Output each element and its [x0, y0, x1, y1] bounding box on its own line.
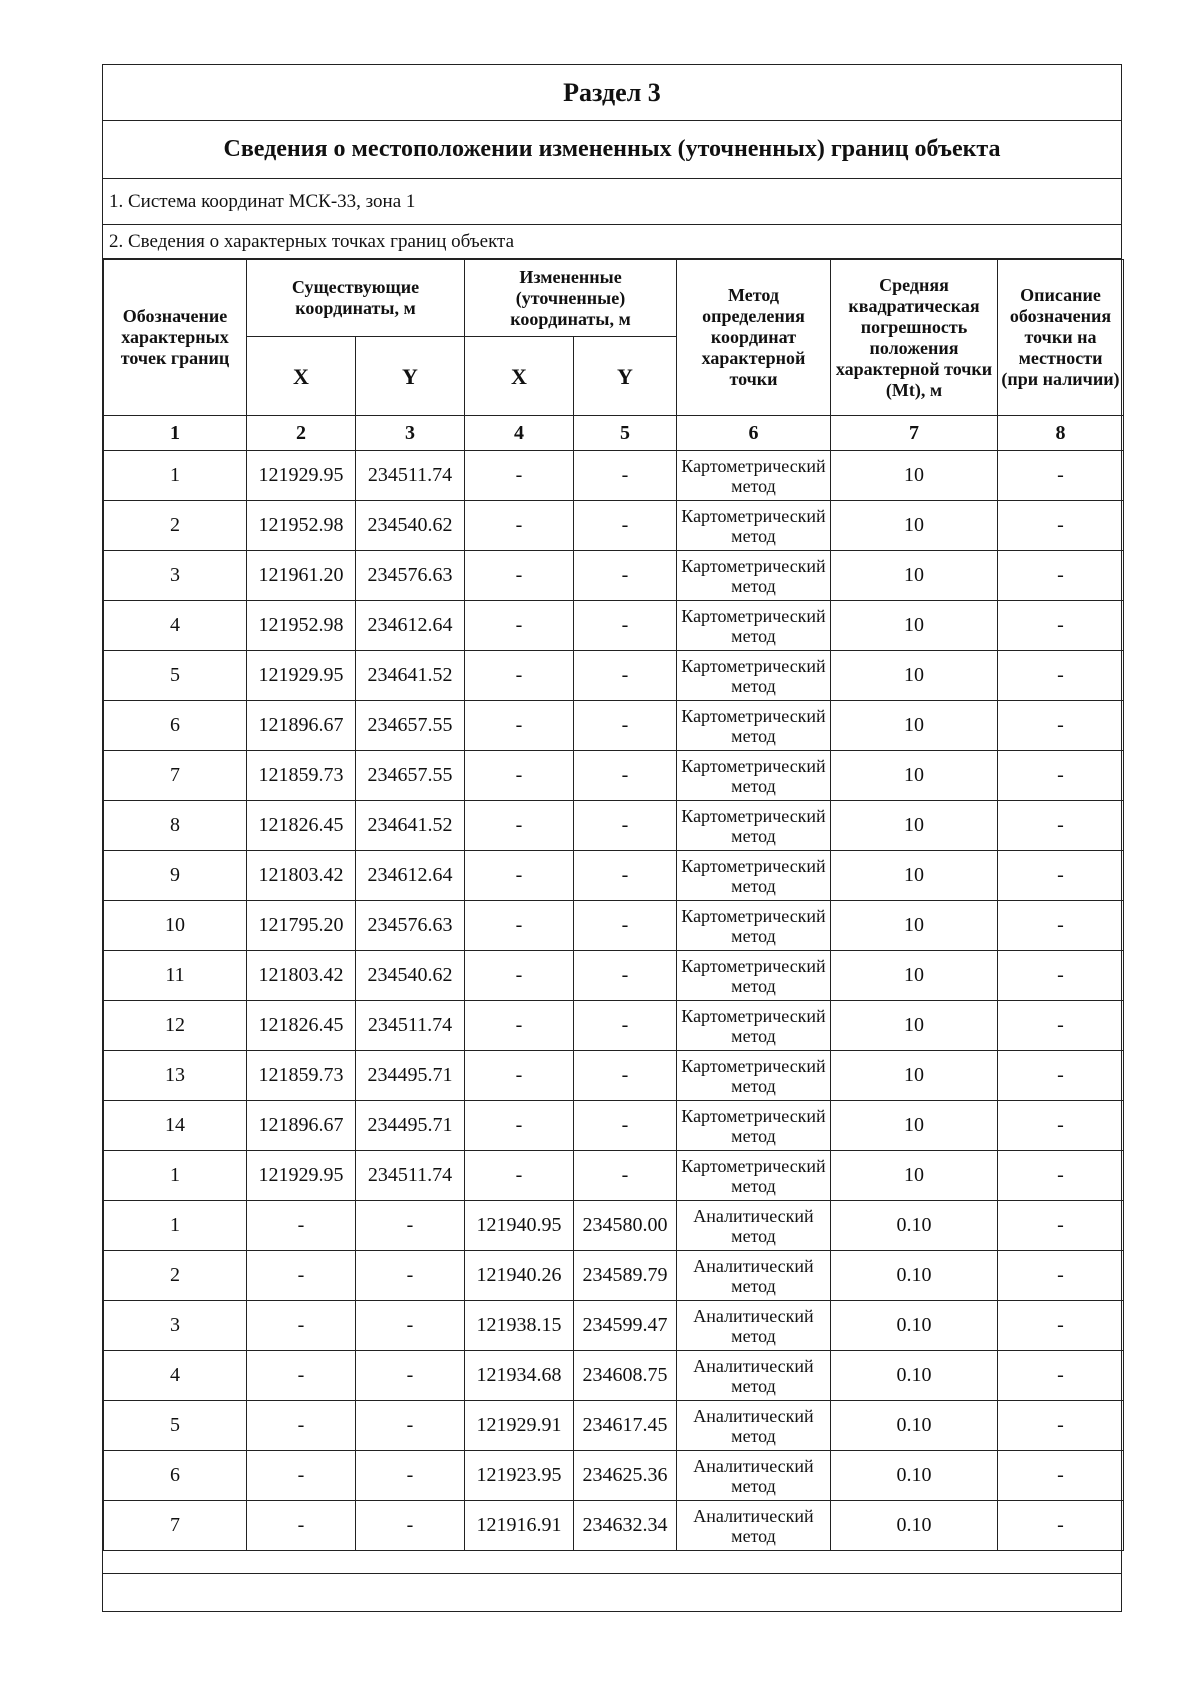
- existing-x-cell: 121826.45: [247, 1001, 356, 1051]
- document-page: [102, 64, 1122, 1612]
- column-number: 1: [104, 416, 247, 451]
- method-cell: Картометрический метод: [677, 751, 831, 801]
- table-row: [104, 851, 1124, 901]
- method-cell: Аналитический метод: [677, 1401, 831, 1451]
- section-subtitle: Сведения о местоположении измененных (уточненных) границ объекта: [103, 121, 1121, 179]
- method-cell: Картометрический метод: [677, 901, 831, 951]
- description-cell: -: [998, 951, 1124, 1001]
- table-row: [104, 901, 1124, 951]
- method-cell: Аналитический метод: [677, 1201, 831, 1251]
- existing-y-cell: -: [356, 1401, 465, 1451]
- changed-x-cell: 121934.68: [465, 1351, 574, 1401]
- header-description: Описание обозначения точки на местности (при наличии): [998, 260, 1124, 416]
- existing-x-cell: 121803.42: [247, 851, 356, 901]
- point-number-cell: 7: [104, 1501, 247, 1551]
- existing-y-cell: -: [356, 1451, 465, 1501]
- table-row: [104, 1251, 1124, 1301]
- changed-x-cell: 121916.91: [465, 1501, 574, 1551]
- changed-y-cell: -: [574, 1001, 677, 1051]
- point-number-cell: 8: [104, 801, 247, 851]
- point-number-cell: 1: [104, 1201, 247, 1251]
- point-number-cell: 13: [104, 1051, 247, 1101]
- existing-y-cell: -: [356, 1501, 465, 1551]
- changed-y-cell: -: [574, 851, 677, 901]
- table-row: [104, 701, 1124, 751]
- existing-x-cell: 121803.42: [247, 951, 356, 1001]
- header-designation: Обозначение характерных точек границ: [104, 260, 247, 416]
- existing-x-cell: -: [247, 1401, 356, 1451]
- changed-x-cell: -: [465, 801, 574, 851]
- description-cell: -: [998, 551, 1124, 601]
- changed-y-cell: -: [574, 1151, 677, 1201]
- table-row: [104, 651, 1124, 701]
- changed-y-cell: -: [574, 451, 677, 501]
- existing-x-cell: -: [247, 1451, 356, 1501]
- changed-y-cell: 234580.00: [574, 1201, 677, 1251]
- method-cell: Картометрический метод: [677, 1151, 831, 1201]
- existing-x-cell: 121961.20: [247, 551, 356, 601]
- point-number-cell: 5: [104, 1401, 247, 1451]
- description-cell: -: [998, 851, 1124, 901]
- changed-y-cell: -: [574, 701, 677, 751]
- error-cell: 10: [831, 851, 998, 901]
- changed-x-cell: -: [465, 601, 574, 651]
- changed-x-cell: -: [465, 651, 574, 701]
- changed-x-cell: -: [465, 551, 574, 601]
- changed-y-cell: -: [574, 751, 677, 801]
- table-row: [104, 1051, 1124, 1101]
- existing-y-cell: 234612.64: [356, 601, 465, 651]
- point-number-cell: 3: [104, 551, 247, 601]
- error-cell: 0.10: [831, 1401, 998, 1451]
- changed-x-cell: -: [465, 1001, 574, 1051]
- method-cell: Картометрический метод: [677, 501, 831, 551]
- existing-y-cell: 234540.62: [356, 951, 465, 1001]
- header-existing-y: Y: [356, 337, 465, 416]
- existing-x-cell: -: [247, 1301, 356, 1351]
- table-row: [104, 951, 1124, 1001]
- blank-footer-row: [103, 1573, 1121, 1612]
- existing-y-cell: 234495.71: [356, 1051, 465, 1101]
- method-cell: Картометрический метод: [677, 951, 831, 1001]
- table-row: [104, 801, 1124, 851]
- changed-x-cell: -: [465, 901, 574, 951]
- changed-y-cell: 234608.75: [574, 1351, 677, 1401]
- description-cell: -: [998, 1401, 1124, 1451]
- existing-x-cell: 121896.67: [247, 1101, 356, 1151]
- section-title: Раздел 3: [103, 65, 1121, 121]
- point-number-cell: 2: [104, 1251, 247, 1301]
- existing-y-cell: 234641.52: [356, 651, 465, 701]
- column-number: 4: [465, 416, 574, 451]
- method-cell: Картометрический метод: [677, 851, 831, 901]
- changed-y-cell: -: [574, 501, 677, 551]
- table-row: [104, 1101, 1124, 1151]
- method-cell: Аналитический метод: [677, 1501, 831, 1551]
- method-cell: Картометрический метод: [677, 801, 831, 851]
- point-number-cell: 2: [104, 501, 247, 551]
- error-cell: 10: [831, 751, 998, 801]
- existing-y-cell: 234657.55: [356, 701, 465, 751]
- point-number-cell: 4: [104, 1351, 247, 1401]
- existing-x-cell: 121859.73: [247, 1051, 356, 1101]
- table-row: [104, 1501, 1124, 1551]
- existing-y-cell: -: [356, 1201, 465, 1251]
- existing-y-cell: 234511.74: [356, 1001, 465, 1051]
- existing-x-cell: -: [247, 1351, 356, 1401]
- changed-x-cell: -: [465, 951, 574, 1001]
- existing-y-cell: 234576.63: [356, 901, 465, 951]
- error-cell: 10: [831, 951, 998, 1001]
- existing-y-cell: 234511.74: [356, 451, 465, 501]
- method-cell: Картометрический метод: [677, 601, 831, 651]
- changed-y-cell: -: [574, 651, 677, 701]
- existing-y-cell: -: [356, 1251, 465, 1301]
- description-cell: -: [998, 1151, 1124, 1201]
- point-number-cell: 6: [104, 1451, 247, 1501]
- changed-x-cell: -: [465, 1101, 574, 1151]
- description-cell: -: [998, 1451, 1124, 1501]
- changed-y-cell: -: [574, 901, 677, 951]
- method-cell: Картометрический метод: [677, 1101, 831, 1151]
- existing-x-cell: 121929.95: [247, 451, 356, 501]
- error-cell: 10: [831, 651, 998, 701]
- table-body: [104, 451, 1124, 1551]
- changed-x-cell: -: [465, 1151, 574, 1201]
- header-error: Средняя квадратическая погрешность положения характерной точки (Mt), м: [831, 260, 998, 416]
- changed-x-cell: 121923.95: [465, 1451, 574, 1501]
- changed-y-cell: -: [574, 1101, 677, 1151]
- point-number-cell: 7: [104, 751, 247, 801]
- point-number-cell: 3: [104, 1301, 247, 1351]
- changed-y-cell: -: [574, 551, 677, 601]
- method-cell: Картометрический метод: [677, 551, 831, 601]
- point-number-cell: 11: [104, 951, 247, 1001]
- existing-x-cell: 121952.98: [247, 601, 356, 651]
- error-cell: 0.10: [831, 1251, 998, 1301]
- method-cell: Картометрический метод: [677, 651, 831, 701]
- error-cell: 10: [831, 501, 998, 551]
- description-cell: -: [998, 1501, 1124, 1551]
- description-cell: -: [998, 801, 1124, 851]
- existing-y-cell: 234511.74: [356, 1151, 465, 1201]
- points-caption: 2. Сведения о характерных точках границ объекта: [103, 225, 1121, 259]
- description-cell: -: [998, 1351, 1124, 1401]
- error-cell: 10: [831, 1101, 998, 1151]
- error-cell: 10: [831, 1051, 998, 1101]
- header-existing-coords: Существующие координаты, м: [247, 260, 465, 337]
- existing-x-cell: -: [247, 1251, 356, 1301]
- column-number: 7: [831, 416, 998, 451]
- description-cell: -: [998, 651, 1124, 701]
- error-cell: 0.10: [831, 1451, 998, 1501]
- table-row: [104, 1451, 1124, 1501]
- error-cell: 10: [831, 901, 998, 951]
- existing-x-cell: -: [247, 1501, 356, 1551]
- existing-y-cell: -: [356, 1351, 465, 1401]
- changed-y-cell: 234617.45: [574, 1401, 677, 1451]
- description-cell: -: [998, 1301, 1124, 1351]
- error-cell: 10: [831, 801, 998, 851]
- existing-y-cell: 234657.55: [356, 751, 465, 801]
- table-row: [104, 501, 1124, 551]
- description-cell: -: [998, 501, 1124, 551]
- method-cell: Картометрический метод: [677, 451, 831, 501]
- existing-y-cell: 234540.62: [356, 501, 465, 551]
- existing-x-cell: 121859.73: [247, 751, 356, 801]
- column-number: 3: [356, 416, 465, 451]
- changed-y-cell: -: [574, 951, 677, 1001]
- existing-x-cell: 121896.67: [247, 701, 356, 751]
- description-cell: -: [998, 451, 1124, 501]
- method-cell: Картометрический метод: [677, 701, 831, 751]
- point-number-cell: 10: [104, 901, 247, 951]
- point-number-cell: 6: [104, 701, 247, 751]
- error-cell: 10: [831, 701, 998, 751]
- existing-y-cell: 234641.52: [356, 801, 465, 851]
- boundary-points-table: [103, 259, 1124, 1551]
- changed-y-cell: 234599.47: [574, 1301, 677, 1351]
- changed-y-cell: -: [574, 801, 677, 851]
- header-method: Метод определения координат характерной точки: [677, 260, 831, 416]
- point-number-cell: 5: [104, 651, 247, 701]
- description-cell: -: [998, 1101, 1124, 1151]
- description-cell: -: [998, 601, 1124, 651]
- changed-y-cell: 234625.36: [574, 1451, 677, 1501]
- changed-x-cell: -: [465, 1051, 574, 1101]
- existing-x-cell: 121952.98: [247, 501, 356, 551]
- table-row: [104, 1151, 1124, 1201]
- error-cell: 10: [831, 551, 998, 601]
- table-row: [104, 551, 1124, 601]
- method-cell: Аналитический метод: [677, 1251, 831, 1301]
- changed-y-cell: 234632.34: [574, 1501, 677, 1551]
- existing-y-cell: -: [356, 1301, 465, 1351]
- description-cell: -: [998, 1051, 1124, 1101]
- table-row: [104, 1351, 1124, 1401]
- changed-y-cell: -: [574, 1051, 677, 1101]
- table-row: [104, 1201, 1124, 1251]
- error-cell: 10: [831, 601, 998, 651]
- changed-x-cell: -: [465, 751, 574, 801]
- table-row: [104, 751, 1124, 801]
- changed-x-cell: -: [465, 701, 574, 751]
- column-number: 8: [998, 416, 1124, 451]
- table-row: [104, 1401, 1124, 1451]
- description-cell: -: [998, 751, 1124, 801]
- header-existing-x: X: [247, 337, 356, 416]
- changed-x-cell: -: [465, 501, 574, 551]
- point-number-cell: 1: [104, 451, 247, 501]
- existing-x-cell: 121929.95: [247, 1151, 356, 1201]
- header-changed-x: X: [465, 337, 574, 416]
- point-number-cell: 4: [104, 601, 247, 651]
- existing-y-cell: 234576.63: [356, 551, 465, 601]
- existing-x-cell: 121795.20: [247, 901, 356, 951]
- error-cell: 10: [831, 1151, 998, 1201]
- description-cell: -: [998, 1201, 1124, 1251]
- error-cell: 10: [831, 1001, 998, 1051]
- method-cell: Аналитический метод: [677, 1351, 831, 1401]
- point-number-cell: 12: [104, 1001, 247, 1051]
- error-cell: 0.10: [831, 1201, 998, 1251]
- header-changed-coords: Измененные (уточненные) координаты, м: [465, 260, 677, 337]
- coordinate-system-line: 1. Система координат МСК-33, зона 1: [103, 179, 1121, 225]
- method-cell: Картометрический метод: [677, 1051, 831, 1101]
- table-row: [104, 601, 1124, 651]
- description-cell: -: [998, 1001, 1124, 1051]
- changed-x-cell: -: [465, 851, 574, 901]
- existing-y-cell: 234495.71: [356, 1101, 465, 1151]
- description-cell: -: [998, 701, 1124, 751]
- changed-x-cell: 121938.15: [465, 1301, 574, 1351]
- point-number-cell: 1: [104, 1151, 247, 1201]
- point-number-cell: 9: [104, 851, 247, 901]
- error-cell: 0.10: [831, 1501, 998, 1551]
- point-number-cell: 14: [104, 1101, 247, 1151]
- header-changed-y: Y: [574, 337, 677, 416]
- changed-x-cell: 121940.26: [465, 1251, 574, 1301]
- existing-x-cell: -: [247, 1201, 356, 1251]
- column-number: 2: [247, 416, 356, 451]
- method-cell: Аналитический метод: [677, 1301, 831, 1351]
- method-cell: Аналитический метод: [677, 1451, 831, 1501]
- table-row: [104, 1301, 1124, 1351]
- existing-y-cell: 234612.64: [356, 851, 465, 901]
- column-number: 5: [574, 416, 677, 451]
- column-number: 6: [677, 416, 831, 451]
- error-cell: 10: [831, 451, 998, 501]
- changed-x-cell: 121929.91: [465, 1401, 574, 1451]
- table-row: [104, 1001, 1124, 1051]
- error-cell: 0.10: [831, 1301, 998, 1351]
- description-cell: -: [998, 1251, 1124, 1301]
- changed-y-cell: -: [574, 601, 677, 651]
- changed-y-cell: 234589.79: [574, 1251, 677, 1301]
- existing-x-cell: 121929.95: [247, 651, 356, 701]
- error-cell: 0.10: [831, 1351, 998, 1401]
- changed-x-cell: 121940.95: [465, 1201, 574, 1251]
- description-cell: -: [998, 901, 1124, 951]
- table-row: [104, 451, 1124, 501]
- method-cell: Картометрический метод: [677, 1001, 831, 1051]
- existing-x-cell: 121826.45: [247, 801, 356, 851]
- changed-x-cell: -: [465, 451, 574, 501]
